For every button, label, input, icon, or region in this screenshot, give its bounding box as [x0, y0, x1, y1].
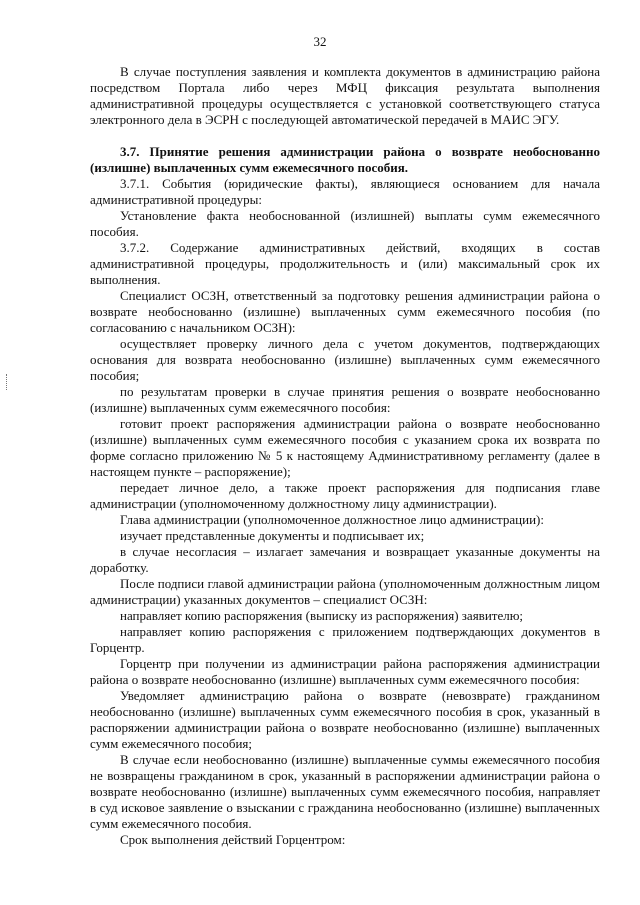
- paragraph: 3.7.2. Содержание административных действий, входящих в состав административной процедуры, продолжительность и (или) максимальный срок их выполнения.: [90, 240, 600, 287]
- paragraph: Срок выполнения действий Горцентром:: [120, 832, 346, 847]
- document-body: [90, 64, 600, 848]
- paragraph: Глава администрации (уполномоченное должностное лицо администрации):: [120, 512, 544, 527]
- paragraph: передает личное дело, а также проект распоряжения для подписания главе администрации (уполномоченному должностному лицу администрации).: [90, 480, 600, 511]
- paragraph: по результатам проверки в случае принятия решения о возврате необоснованно (излишне) выплаченных сумм ежемесячного пособия:: [90, 384, 600, 415]
- paragraph: Специалист ОСЗН, ответственный за подготовку решения администрации района о возврате необоснованно (излишне) выплаченных сумм ежемесячного пособия (по согласованию с начальником ОСЗН):: [90, 288, 600, 335]
- paragraph: осуществляет проверку личного дела с учетом документов, подтверждающих основания для возврата необоснованно (излишне) выплаченных сумм ежемесячного пособия;: [90, 336, 600, 383]
- paragraph: готовит проект распоряжения администрации района о возврате необоснованно (излишне) выплаченных сумм ежемесячного пособия с указанием срока их возврата по форме согласно приложению № 5 к настоящему Административному регламенту (далее в настоящем пункте – распоряжение);: [90, 416, 600, 479]
- paragraph: 3.7.1. События (юридические факты), являющиеся основанием для начала административной процедуры:: [90, 176, 600, 207]
- paragraph: изучает представленные документы и подписывает их;: [120, 528, 425, 543]
- paragraph: в случае несогласия – излагает замечания и возвращает указанные документы на доработку.: [90, 544, 600, 575]
- paragraph: Уведомляет администрацию района о возврате (невозврате) гражданином необоснованно (излишне) выплаченных сумм ежемесячного пособия в срок, указанный в распоряжении администрации района о возврате необоснованно (излишне) выплаченных сумм ежемесячного пособия;: [90, 688, 600, 751]
- page-number: 32: [313, 34, 327, 49]
- margin-mark: [6, 374, 9, 390]
- paragraph: направляет копию распоряжения (выписку из распоряжения) заявителю;: [120, 608, 524, 623]
- paragraph: Установление факта необоснованной (излишней) выплаты сумм ежемесячного пособия.: [90, 208, 600, 239]
- paragraph: Горцентр при получении из администрации района распоряжения администрации района о возврате необоснованно (излишне) выплаченных сумм ежемесячного пособия:: [90, 656, 600, 687]
- paragraph: В случае если необоснованно (излишне) выплаченные суммы ежемесячного пособия не возвращены гражданином в срок, указанный в распоряжении администрации района о возврате необоснованно (излишне) выплаченных сумм ежемесячного пособия, направляет в суд исковое заявление о взыскании с гражданина необоснованно (излишне) выплаченных сумм ежемесячного пособия.: [90, 752, 600, 831]
- paragraph: направляет копию распоряжения с приложением подтверждающих документов в Горцентр.: [90, 624, 600, 655]
- paragraph: После подписи главой администрации района (уполномоченным должностным лицом администрации) указанных документов – специалист ОСЗН:: [90, 576, 600, 607]
- section-heading: 3.7. Принятие решения администрации района о возврате необоснованно (излишне) выплаченных сумм ежемесячного пособия.: [90, 144, 600, 175]
- paragraph: В случае поступления заявления и комплекта документов в администрацию района посредством Портала либо через МФЦ фиксация результата выполнения административной процедуры осуществляется с установкой соответствующего статуса электронного дела в ЭСРН с последующей автоматической передачей в МАИС ЭГУ.: [90, 64, 600, 127]
